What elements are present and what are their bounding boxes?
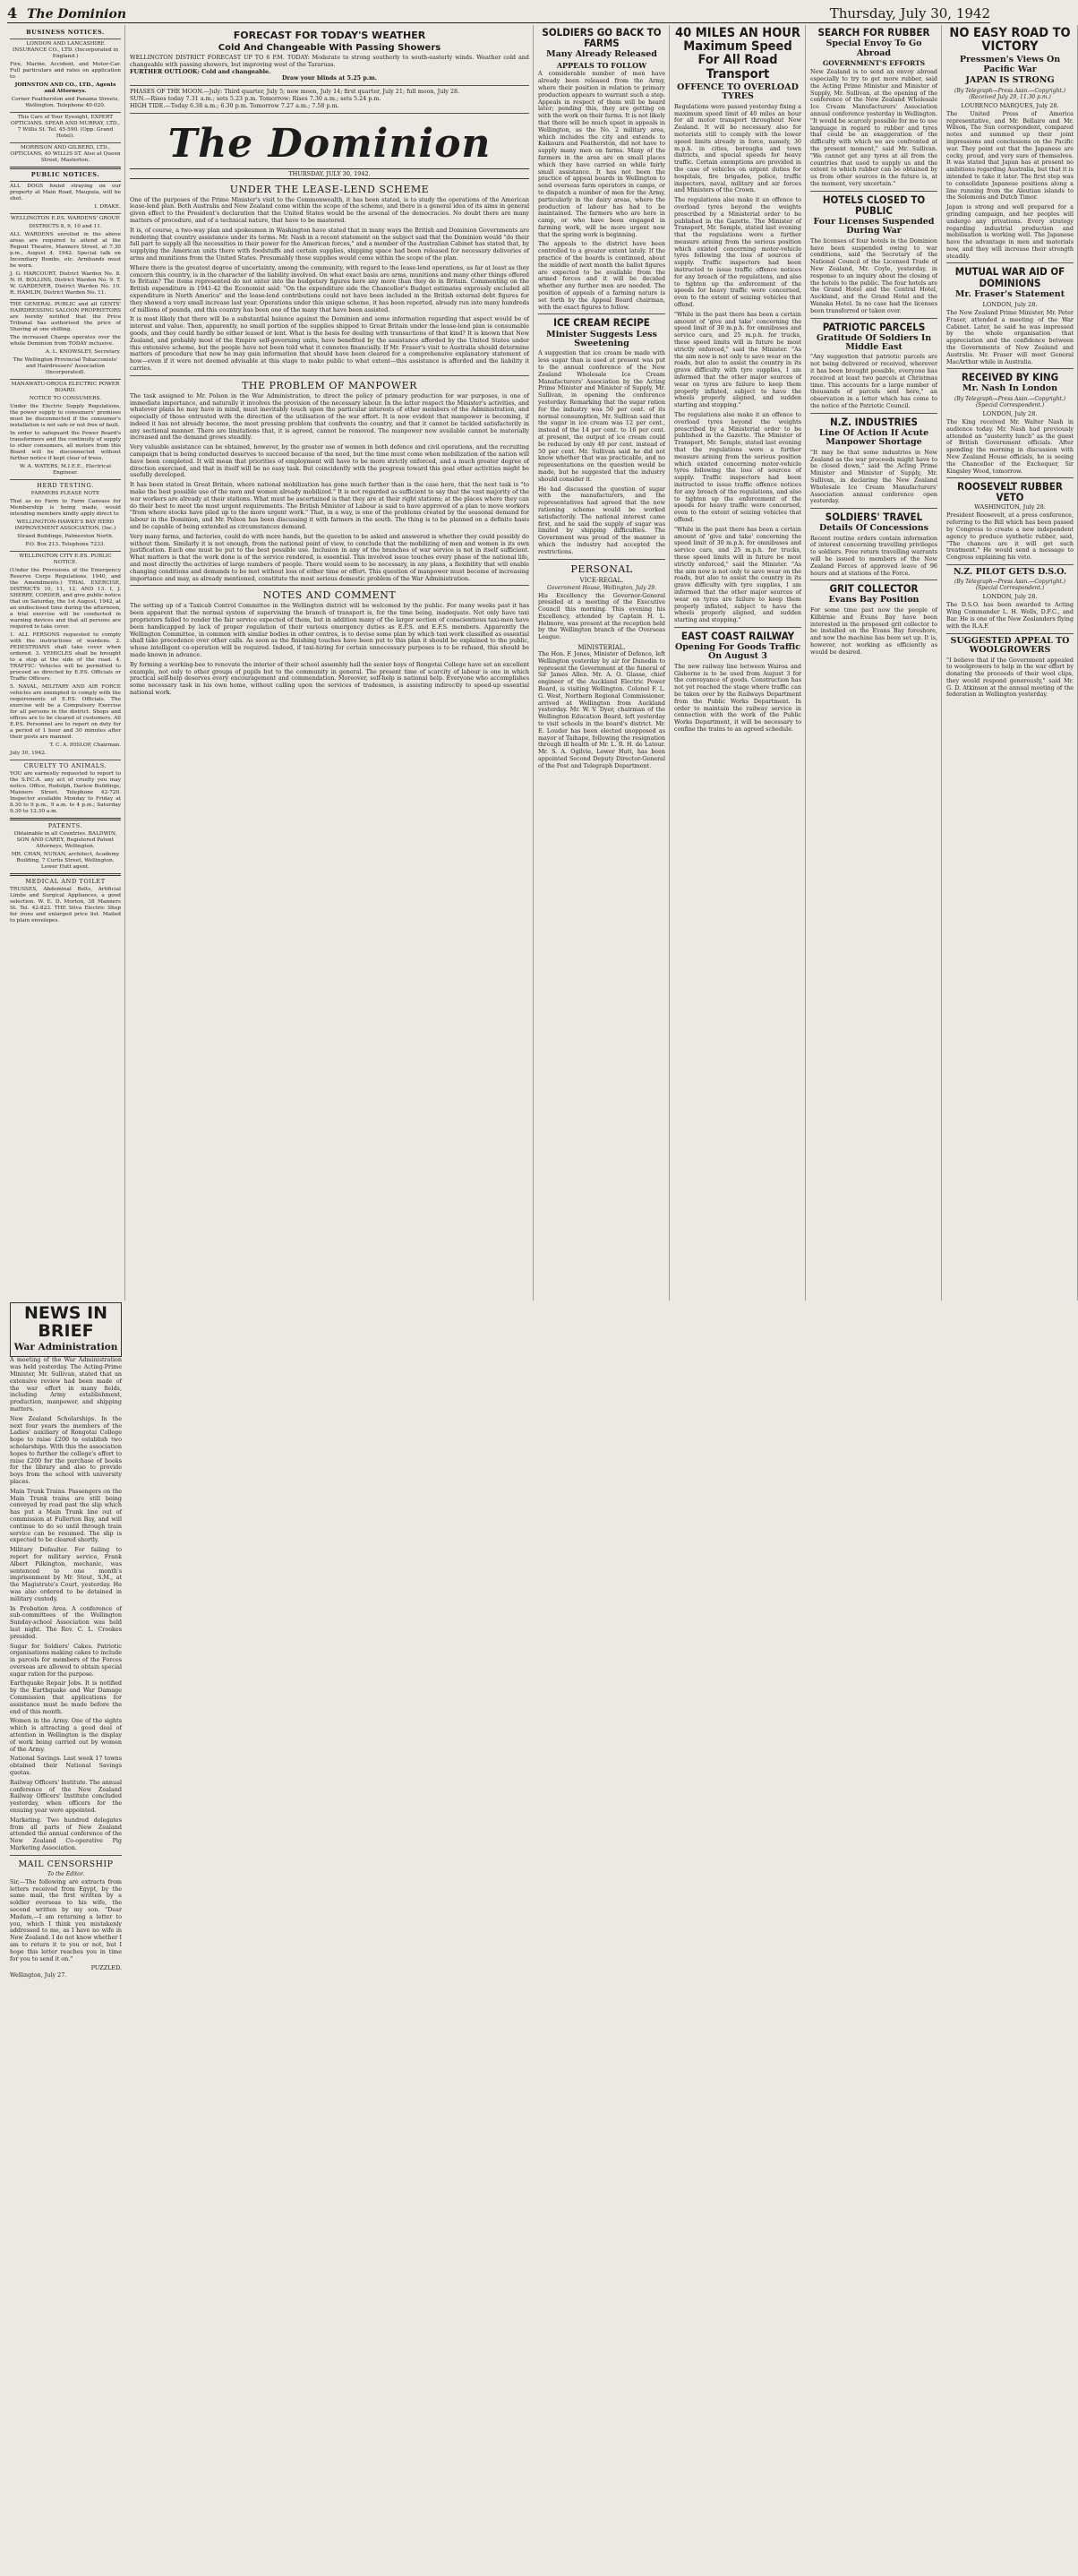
hislop-date: July 30, 1942. — [10, 751, 47, 756]
rubber-title: SEARCH FOR RUBBER — [817, 26, 930, 39]
victory-dateline: LOURENCO MARQUES, July 28. — [961, 101, 1059, 109]
notes-p2: By forming a working-bee to renovate the interior of their school assembly hall the senior boys of Rongotai College have set an excellent example, not only to other groups of pupils but to the community in general. The present time of scarcity of labour is one in which practical self-help deserves every encouragement and commendation. Moreover, self-help is national help. Everyone who accomplishes some necessary task in his own home, without calling upon the services of tradesmen, is assisting indirectly to speed-up essential national work. — [130, 660, 529, 696]
header-paper-name: The Dominion — [27, 7, 127, 21]
city-eps-body: (Under the Provisions of the Emergency Reserve Corps Regulations, 1940, and the Amendments.) TRIAL EXERCISE, DISTRICTS 10, 11, 12, AND 13. I, J. SHERRY, CORDER, and give public notice that on Saturday, the 1st August, 1942, at an undisclosed time during the afternoon, a trial exercise will be conducted in warning devices and that all persons are required to take cover. — [10, 568, 121, 630]
victory-title: NO EASY ROAD TO VICTORY — [949, 26, 1071, 55]
strand-buildings: Strand Buildings, Palmerston North. — [17, 534, 114, 539]
johnston-address: Corner Featherston and Panama Streets, Wellington. Telephone 40-020. — [11, 97, 120, 108]
rubber-body: New Zealand is to send an envoy abroad especially to try to get more rubber, said the Acting Prime Minister and Minister of Supply, Mr. Sullivan, at the opening of the conference of the New Zealand Wholesale Ice Cream Manufacturers' Association annual conference yesterday in Wellington. "It would be scarcely possible for me to use language in regard to rubber and tyres that could be an exaggeration of the difficulty with which we are confronted at the present moment," said Mr. Sullivan. "We cannot get any tyres at all from the countries that used to supply us and the extent to which rubber can be obtained by us from other sources in the future is, at the moment, very uncertain." — [810, 68, 937, 187]
weather-blinds: Draw your blinds at 5.25 p.m. — [281, 74, 378, 82]
rubber-sub2: GOVERNMENT'S EFFORTS — [822, 58, 926, 67]
column-victory — [944, 25, 1078, 1301]
business-notices-heading: BUSINESS NOTICES. — [26, 29, 105, 36]
manawatu-board-heading: MANAWATU-OROUA ELECTRIC POWER BOARD. — [11, 382, 120, 393]
woolgrowers-body: "I believe that if the Government appealed to woolgrowers to help in the war effort by donating the proceeds of their wool clips, they would respond generously," said Mr. G. D. Atkinson at the annual meeting of the federation in Wellington yesterday. — [946, 656, 1074, 699]
travel-body: Recent routine orders contain information of interest concerning travelling privileges to soldiers. Free return travelling warrants will be issued to members of the New Zealand Forces of approved leave of 96 hours and at stations of the Force. — [810, 534, 937, 577]
hotels-subtitle: Four Licenses Suspended During War — [813, 216, 935, 236]
morrison-notice: MORRISON AND GILBERD, LTD., OPTICIANS, 40 WILLIS ST. Also at Queen Street, Masterton. — [10, 145, 121, 163]
public-notices-heading: PUBLIC NOTICES. — [30, 171, 100, 178]
johnston-notice: JOHNSTON AND CO., LTD., Agents and Attorneys. — [14, 82, 116, 94]
mutual-aid-dateline: LONDON, July 28. — [982, 301, 1038, 309]
brief-probation: In Probation Area. A conference of sub-committees of the Wellington Sunday-school Association was held last night. The Rev. C. L. Crookes presided. — [10, 1604, 122, 1640]
hotels-body: The licenses of four hotels in the Dominion have been suspended owing to war conditions, said the Secretary of the National Council of the Licensed Trade of New Zealand, Mr. Coyle, yesterday, in response to an inquiry about the closing of the hotels to the public. The four hotels are the Grand Hotel and the Central Hotel, Auckland, and the Grand Hotel and the Wanaka Hotel. In no case had the licenses been transferred or taken over. — [810, 236, 937, 314]
news-brief-box — [10, 1302, 122, 1357]
po-box: P.O. Box 213. Telephone 7233. — [25, 542, 106, 547]
mutual-aid-title: MUTUAL WAR AID OF DOMINIONS — [954, 265, 1065, 289]
notes-title: NOTES AND COMMENT — [262, 589, 397, 602]
hairdressing-notice-2: The increased Charge operates over the whole Dominion from TODAY inclusive. — [10, 335, 121, 347]
icecream-body: A suggestion that ice cream be made with less sugar than is used at present was put to the annual conference of the New Zealand Wholesale Ice Cream Manufacturers' Association by the Acting Prime Minister and Minister of Supply, Mr. Sullivan, in opening the conference yesterday. Remarking that the sugar ration for the industry was 50 per cent. of its normal consumption, Mr. Sullivan said that the sugar in ice cream was 12 per cent., instead of the 14 per cent. to 16 per cent. at present, the output of ice cream could be reduced by only 40 per cent. instead of 50 per cent. Mr. Sullivan said he did not know whether that was practicable, and no representations on the question would be made, but he suggested that the industry should consider it. — [538, 349, 665, 483]
lend-lease-p4: It is most likely that there will be a substantial balance against the Dominion and some information regarding that aspect would be of interest and value. Then, apparently, no small portion of the supplies shipped to Great Britain under the lease-lend plan is consumable goods, and they could hardly be either leased or lent. What is the basis for dealing with transactions of that kind? It is known that New Zealand, and probably most of the Empire self-governing units, have benefited by the assistance afforded by the United States under this extensive scheme, but the people have not been told what it connotes financially. If Mr. Fraser's visit to Australia should determine matters of procedure that now he may gain information that should have been cleared for a comprehensive explanatory statement of how—even if it were not deemed advisable at this stage to make public to what extent—this assistance is afforded and the liability it carries. — [130, 315, 529, 372]
censorship-body: Sir,—The following are extracts from letters received from Egypt, by the same mail, the first written by a soldier overseas to his wife, the second written by my son. "Dear Madam,—I am returning a letter to you, which I think you mistakenly addressed to me, as I have no wife in New Zealand. I do not know whether I am to return it to you or not, but I hope this letter reaches you in time for you to send it on." — [10, 1877, 122, 1962]
header-date: Thursday, July 30, 1942 — [829, 4, 990, 21]
icecream-subtitle: Minister Suggests Less Sweetening — [546, 329, 657, 348]
knowsley-signature: A. L. KNOWSLEY, Secretary. — [45, 349, 121, 355]
censorship-signature: PUZZLED. — [90, 1964, 122, 1972]
eps-wardens-heading: WELLINGTON E.P.S. WARDENS' GROUP. — [10, 216, 121, 221]
farms-subtitle: Many Already Released — [546, 49, 657, 60]
veto-dateline: WASHINGTON, July 28. — [974, 503, 1046, 511]
patents-body: Obtainable in all Countries. BALDWIN, SON AND CAREY, Registered Patent Attorneys, Wellington. — [13, 831, 117, 849]
city-eps-body-2: 1. ALL PERSONS requested to comply with the instructions of wardens. 2. PEDESTRIANS shall take cover when ordered. 3. VEHICLES shall be brought to a stop at the side of the road. 4. TRAFFIC: Vehicles will be permitted to proceed as directed by E.P.S. Officials or Traffic Officers. — [10, 632, 121, 682]
weather-tide: HIGH TIDE.—Today 6.38 a.m.; 6.30 p.m. Tomorrow 7.27 a.m.; 7.58 p.m. — [130, 101, 339, 109]
eps-wardens-body: ALL WARDENS enrolled in the above areas are required to attend at the Regent Theatre, Manners Street, at 7.30 p.m., August 4, 1942. Special talk on Incendiary Bombs, etc. Armbands must be worn. — [10, 232, 121, 269]
government-house-dateline: Government House, Wellington, July 29. — [546, 584, 657, 591]
chan-notice: MR. CHAN, NUNAN, architect, Academy Building, 7 Curtis Street, Wellington. Lower Hutt agent. — [11, 852, 120, 870]
page-header-bar — [7, 4, 990, 23]
mutual-aid-subtitle: Mr. Fraser's Statement — [954, 288, 1065, 299]
victory-sub2: JAPAN IS STRONG — [965, 75, 1055, 86]
parcels-subtitle: Gratitude Of Soldiers In Middle East — [816, 332, 932, 352]
grit-title: GRIT COLLECTOR — [829, 582, 919, 596]
veto-title: ROOSEVELT RUBBER VETO — [957, 480, 1063, 504]
speed-body-3: "While in the past there has been a certain amount of 'give and take' concerning the speed limit of 30 m.p.h. for omnibuses and service cars, and 25 m.p.h. for trucks, these speed limits will in future be most strictly enforced," said the Minister. "As the aim now is not only to save wear on the roads, but also to assist the country in its grave difficulty with tyre supplies, I am informed that the other major sources of wear on tyres are failure to keep them properly inflated, subject to have the wheels properly aligned, and sudden starting and stopping." — [674, 310, 801, 409]
manpower-title: THE PROBLEM OF MANPOWER — [242, 379, 417, 391]
grit-subtitle: Evans Bay Position — [828, 595, 920, 605]
lend-lease-title: UNDER THE LEASE-LEND SCHEME — [229, 183, 430, 195]
victory-body: The United Press of America representative, and Mr. Bellaire and Mr. Wilson, The Sun correspondent, compared notes and summed up their joint impressions and conclusions on the Pacific war. They point out that the Japanese are cocky, proud, and very sure of themselves. It was stated that Japan has at present no ambitions regarding Australia, but that it is intended to take it later. The first step was to consolidate Japanese positions along a line running from the Aleutian islands to the Solomons and Dutch Timor. — [946, 109, 1074, 202]
grit-body: For some time past now the people of Kilbirnie and Evans Bay have been interested in the proposed grit collector to be installed on the Evans Bay foreshore, and now the machine has been set up. It is, however, not working as efficiently as would be desired. — [810, 605, 937, 656]
london-lancs-body: Fire, Marine, Accident, and Motor-Car. Full particulars and rates on application to — [10, 62, 121, 80]
eps-districts: DISTRICTS 8, 9, 10 and 11. — [29, 224, 102, 229]
ministerial-body: The Hon. F. Jones, Minister of Defence, left Wellington yesterday by air for Dunedin to represent the Government at the funeral of Sir James Allen. Mr. A. O. Glasse, chief engineer of the Auckland Electric Power Board, is visiting Wellington. Colonel F. L. G. West, Northern Regional Commissioner, arrived at Wellington from Auckland yesterday. Mr. W. V. Dyer, chairman of the Wellington Education Board, left yesterday to visit schools in the board's district. Mr. E. Louder has been elected unopposed as mayor of Taihape, following the resignation through ill health of Mr. L. R. H. de Latour. Mr. S. A. Ogilvie, Lower Hutt, has been appointed Second Deputy Director-General of the Post and Telegraph Department. — [538, 650, 665, 769]
eastcoast-body: The new railway line between Wairoa and Gisborne is to be used from August 3 for the conveyance of goods. Construction has not yet reached the stage where traffic can be taken over by the Railways Department from the Public Works Department. In order to maintain the railway service in connection with the work of the Public Works Department, it will be necessary to confine the trains to an agreed schedule. — [674, 662, 801, 734]
column-speed — [672, 25, 806, 1301]
king-title: RECEIVED BY KING — [961, 371, 1059, 384]
king-byline: (By Telegraph—Press Assn.—Copyright.) (Special Correspondent.) — [954, 395, 1065, 408]
victory-byline: (By Telegraph—Press Assn.—Copyright.) (Received July 29, 11.30 p.m.) — [954, 87, 1065, 100]
rubber-subtitle: Special Envoy To Go Abroad — [826, 39, 922, 58]
speed-body-3-cont-2: "While in the past there has been a certain amount of 'give and take' concerning the speed limit of 30 m.p.h. for omnibuses and service cars, and 25 m.p.h. for trucks, these speed limits will in future be most strictly enforced," said the Minister. "As the aim now is not only to save wear on the roads, but also to assist the country in its grave difficulty with tyre supplies, I am informed that the other major sources of wear on tyres are failure to keep them properly inflated, subject to have the wheels properly aligned, and sudden starting and stopping." — [674, 525, 801, 624]
farmers-body: That as no Farm to Farm Canvass for Membership is being made, would intending members kindly apply direct to — [10, 499, 121, 517]
brief-railway: Railway Officers' Institute. The annual conference of the New Zealand Railway Officers' Institute concluded yesterday, when officers for the ensuing year were appointed. — [10, 1778, 122, 1815]
brief-savings: National Savings. Last week 17 towns obtained their National Savings quotas. — [10, 1755, 122, 1777]
news-brief-title: NEWS IN BRIEF — [23, 1303, 108, 1341]
column-news-brief — [7, 1301, 125, 2576]
brief-trains: Main Trunk Trains. Passengers on the Main Trunk trains are still being conveyed by road past the slip which has put a Main Trunk line out of commission at Fullerton Bay, and will continue to do so until through train service can be resumed. The slip is expected to be cleared shortly. — [10, 1487, 122, 1544]
column-farms — [535, 25, 670, 1301]
parcels-body: "Any suggestion that patriotic parcels are not being delivered or received, wherever it has been brought possible, everyone has received at least two parcels at Christmas time. This accounts for a large number of thousands of parcels sent here," an observation in a letter which has come to the notice of the Patriotic Council. — [810, 353, 937, 410]
farms-title: SOLDIERS GO BACK TO FARMS — [542, 26, 662, 50]
vice-regal-heading: VICE-REGAL. — [579, 576, 624, 584]
notice-consumers-body: Under the Electric Supply Regulations, the power supply to consumers' premises must be disconnected if the consumer's installation is not safe or not free of fault. — [10, 404, 121, 428]
weather-subtitle: Cold And Changeable With Passing Showers — [218, 43, 441, 53]
weather-sun: SUN.—Rises today 7.31 a.m.; sets 5.23 p.m. Tomorrow: Rises 7.30 a.m.; sets 5.24 p.m. — [130, 94, 381, 102]
notice-consumers-heading: NOTICE TO CONSUMERS. — [29, 396, 102, 401]
patents-heading: PATENTS. — [47, 822, 83, 829]
brief-sugar: Sugar for Soldiers' Cakes. Patriotic organisations making cakes to include in parcels for members of the Forces overseas are allowed to obtain special sugar ration for the purpose. — [10, 1642, 122, 1678]
page-number: 4 — [7, 4, 18, 21]
farms-sub2: APPEALS TO FOLLOW — [556, 60, 647, 70]
brief-military: Military Defaulter. For failing to report for military service, Frank Albert Pilkington, mechanic, was sentenced to one month's imprisonment by Mr. Stout, S.M., at the Magistrate's Court, yesterday. He was also ordered to be detained in military custody. — [10, 1546, 122, 1602]
medical-body: TRUSSES, Abdominal Belts, Artificial Limbs and Surgical Appliances, a good selection. W. E. D. Morton, 38 Manners St. Tel. 42-823. THE Silva Electric Shop for irons and enlarged price list. Mailed to plain envelopes. — [10, 887, 121, 923]
ministerial-heading: MINISTERIAL. — [578, 644, 626, 652]
dogs-notice: ALL DOGS found straying on our property at Main Road, Maupuia, will be shot. — [10, 184, 121, 202]
industries-subtitle: Line Of Action If Acute Manpower Shortage — [818, 427, 929, 448]
woolgrowers-title: SUGGESTED APPEAL TO WOOLGROWERS — [950, 635, 1070, 656]
column-editorial — [127, 25, 534, 1301]
herd-association: WELLINGTON-HAWKE'S BAY HERD IMPROVEMENT ASSOCIATION, (Inc.) — [14, 519, 116, 531]
king-subtitle: Mr. Nash In London — [962, 383, 1058, 394]
column-rubber — [808, 25, 942, 1301]
column-notices — [7, 25, 125, 1301]
personal-body: His Excellency the Governor-General presided at a meeting of the Executive Council this morning. This evening his Excellency, attended by Captain H. L. Helmore, was present at the reception held by the Wellington branch of the Overseas League. — [538, 591, 665, 641]
dso-body: The D.S.O. has been awarded to Acting Wing Commander L. H. Wells, D.F.C., and Bar. He is one of the New Zealanders flying with the R.A.F. — [946, 601, 1074, 630]
lend-lease-p2: It is, of course, a two-way plan and spokesmen in Washington have stated that in many ways the British and Dominion Governments are rendering that country assistance under its terms. Mr. Nash in a recent statement on the subject said that the Dominion would "do their full part to supply all the necessities in their power for the American forces," and a member of the Australian Cabinet has stated that, by supplying the American units there with foodstuffs and certain supplies, shipping space had been released for necessary deliveries of arms and munitions from the United States. Presumably those supplies would come within the scope of the plan. — [130, 226, 529, 262]
brief-marketing: Marketing. Two hundred delegates from all parts of New Zealand attended the annual conference of the New Zealand Co-operative Pig Marketing Association. — [10, 1816, 122, 1852]
parcels-title: PATRIOTIC PARCELS — [822, 320, 926, 333]
manpower-p2: Very valuable assistance can be obtained, however, by the greater use of women in both defence and civil operations, and the recruiting campaign that is being conducted deserves to succeed because of the need, but the time must come when mobilization of the nation will have been completed. It will mean that priorities of employment will have to be more strictly enforced, and a much greater degree of direction exercised, and that in itself will be no easy task. But coincidently with the progress toward this goal other activities might be usefully developed. — [130, 443, 529, 479]
spear-murray-notice: This Cars of Your Eyesight, EXPERT OPTICIANS. SPEAR AND MURRAY, LTD., 7 Willis St. Tel. 45-590. (Opp. Grand Hotel). — [10, 115, 121, 139]
medical-heading: MEDICAL AND TOILET — [25, 878, 106, 885]
manpower-p3: It has been stated in Great Britain, where national mobilization has gone much farther than is the case here, that the next task is "to make the best possible use of the men and women already mobilized." It is not regarded as sufficient to say that the vast majority of the war workers are already at their stations. What must be ascertained is that they are at their right stations; at the places where they can do their best to meet the most urgent requirements. The British Minister of Labour is said to have approved of a plan to move workers "from where stocks have piled up to the more urgent work." That, in a way, is one of the problems created by the seasonal demand for labour in the Dominion, and Mr. Polson has been discussing it with farmers in the south. The thing is to be planned on a definite basis and be capable of being extended as circumstances demand. — [130, 481, 529, 531]
speed-body: Regulations were passed yesterday fixing a maximum speed limit of 40 miles an hour for all motor transport throughout New Zealand. It will be necessary also for motorists still to comply with the lower speed limits already in force, namely, 30 m.p.h. in cities, boroughs and town districts, and special speeds for heavy traffic. Certain exemptions are provided in the case of vehicles on urgent duties for hospitals, fire brigades, police, traffic inspectors, naval, military and air forces and Ministers of the Crown. — [674, 102, 801, 194]
personal-title: PERSONAL — [570, 562, 633, 575]
censorship-date: Wellington, July 27. — [10, 1971, 67, 1979]
industries-title: N.Z. INDUSTRIES — [830, 415, 918, 428]
victory-subtitle: Pressmen's Views On Pacific War — [959, 55, 1061, 74]
eps-warden-names: J. G. HARCOURT, District Warden No. 8. N. H. BOLLINS, District Warden No. 9. T. W. GARDENER, District Warden No. 10. R. HAMLIN, District Warden No. 11. — [10, 271, 121, 296]
censorship-intro: To the Editor. — [47, 1870, 85, 1877]
newspaper-logo: The Dominion — [167, 120, 492, 167]
tobacco-association: The Wellington Provincial Tobacconists' and Hairdressers' Association (Incorporated). — [13, 357, 118, 375]
cruelty-body: YOU are earnestly requested to report to the S.P.C.A. any act of cruelty you may notice. Office, Rudolph, Darlow Buildings, Manners Street. Telephone 42-720. Inspector available Monday to Friday at 8.30 to 9 p.m., 9 a.m. to 4 p.m.; Saturday 9.30 to 12.30 a.m. — [10, 771, 121, 814]
herd-testing-heading: HERD TESTING. — [37, 482, 94, 489]
mutual-aid-body: The New Zealand Prime Minister, Mr. Peter Fraser, attended a meeting of the War Cabinet. Later, he said he was impressed by the whole organisation that appreciation and the confidence between the Governments of New Zealand and Australia. Mr. Fraser will meet General MacArthur while in Australia. — [946, 309, 1074, 365]
brief-earthquake: Earthquake Repair Jobs. It is notified by the Earthquake and War Damage Commission that applications for assistance must be made before the end of this month. — [10, 1679, 122, 1715]
eastcoast-subtitle: Opening For Goods Traffic On August 3 — [674, 641, 801, 662]
travel-subtitle: Details Of Concessions — [819, 523, 928, 534]
dso-title: N.Z. PILOT GETS D.S.O. — [953, 567, 1067, 577]
dogs-signature: I. DRAKE. — [94, 204, 121, 210]
speed-body-3-cont: The regulations also make it an offence to overload tyres beyond the weights prescribed by a Ministerial order to be published in the Gazette. The Minister of Transport, Mr. Semple, stated last evening that the regulations were a further measure arising from the serious position which existed concerning motor-vehicle tyres following the loss of sources of supply. Traffic inspectors had been instructed to issue traffic offence notices for any breach of the regulations, and also to tighten up the enforcement of the speeds for heavy traffic were concerned, even to the extent of seizing vehicles that offend. — [674, 411, 801, 523]
victory-body-2: Japan is strong and well prepared for a grinding campaign, and her peoples will undergo any privations. Every strategy regarding industrial production and mobilisation is working well. The Japanese have the advantage in men and materials now, and they will increase their strength steadily. — [946, 203, 1074, 260]
weather-title: FORECAST FOR TODAY'S WEATHER — [233, 30, 426, 41]
city-eps-heading: WELLINGTON CITY E.P.S. PUBLIC NOTICE. — [19, 554, 112, 565]
weather-moon: PHASES OF THE MOON.—July: Third quarter, July 5; new moon, July 14; first quarter, July 21; full moon, July 28. — [130, 88, 460, 96]
city-eps-body-3: 5. NAVAL, MILITARY AND AIR FORCE vehicles are exempted to comply with the requirements of E.P.S. Officials. The exercise will be a Compulsory Exercise for all persons in the district. Shops and offices are to be cleared of customers. All E.P.S. Personnel are to report on duty for a period of 1 hour and 30 minutes after their posts are manned. — [10, 684, 121, 740]
notice-consumers-body-2: In order to safeguard the Power Board's transformers and the continuity of supply to other consumers, all motors from this Board will be disconnected without further notice if kept clear of trees. — [10, 431, 121, 461]
farms-body: A considerable number of men have already been released from the Army, where their position in relation to primary production appears to warrant such a step. Appeals in respect of them will be heard later; pending this, they are getting on with the work on their farms. It is not likely that there will be much upset in appeals in Wellington, as the No. 2 military area, which includes the city and extends to Kaikoura and Featherston, did not have to supply many men on farms. Many of the farmers in the area are on small places which they have carried on while fairly small assistance. It has not been the practice of appeal boards in Wellington to send overseas farm operators in camps, or to dispatch a number of men for the Army, particularly in the dairy areas, where the production of labour has had to be maintained. The farmers who are here in camp, or who have been engaged in farming work, will be more urgent now that the spring work is beginning. — [538, 70, 665, 238]
farms-body-2: The appeals to the district have been controlled to a greater extent lately. If the practice of the boards is continued, about the middle of next month the ballot figures are expected to be available from the armed forces and it will be decided whether any further men are needed. The position of appeals of a farming nature is set forth by the Appeal Board chairman, with the exact figures to follow. — [538, 240, 665, 311]
speed-title: 40 MILES AN HOUR Maximum Speed For All Road Transport — [675, 26, 800, 82]
news-brief-subtitle: War Administration — [13, 1341, 118, 1352]
hotels-title: HOTELS CLOSED TO PUBLIC — [822, 193, 926, 217]
lend-lease-p1: One of the purposes of the Prime Minister's visit to the Commonwealth, it has been stated, is to study the operations of the American lease-lend plan. Both Australia and New Zealand come within the scope of the scheme, and there is a general idea of its aims in general given effect to the President's declaration that the United States would be the arsenal of the democracies. No doubt there are many matters of procedure, and of a technical nature, that have to be mastered. — [130, 195, 529, 224]
farmers-note: FARMERS PLEASE NOTE — [30, 491, 100, 496]
king-dateline: LONDON, July 28. — [982, 409, 1038, 417]
brief-war-admin: A meeting of the War Administration was held yesterday. The Acting-Prime Minister, Mr. Sullivan, stated that an extensive review had been made of the war effort in many fields, including Army establishment, production, manpower, and shipping matters. — [10, 1356, 122, 1413]
manpower-p1: The task assigned to Mr. Polson in the War Administration, to direct the policy of primary production for war purposes, is one of immediate importance, and naturally it involves the provision of the necessary labour. In the latter respect the Minister's activities, and whatever plans he may have in mind, must inevitably touch upon the particular interests of other members of the Administration, and especially of those entrusted with the direction of the utilisation of the war effort. It is now evident that manpower is becoming, if indeed it has not already become, the most pressing problem that confronts the country, and that it cannot be tackled satisfactorily in any sectional manner. There are limitations that, it is agreed, cannot be removed. The manpower now available cannot be materially increased and the demand grows steadily. — [130, 391, 529, 442]
london-lancs-notice: LONDON AND LANCASHIRE INSURANCE CO., LTD. (Incorporated in England.) — [12, 41, 119, 59]
manpower-p4: Very many farms, and factories, could do with more hands, but the question to be asked and answered is whether they could possibly do without them. Similarly it is not enough, from the national point of view, to conclude that the mobilizing of men and women is its own justification. Each one must be put to the best possible use. Inclusion in any of the branches of war service is not in itself sufficient. What matters is that the work done is of the service rendered, is essential. This involved issue touches every phase of the national life, and most directly the activities of large numbers of people. There would seem to be necessary, in any plans, a flexibility that will enable changing conditions and demands to be met without loss of either time or effort. This question of manpower must become of increasing importance and may, as already mentioned, constitute the most serious domestic problem of the War Administration. — [130, 532, 529, 582]
editorial-dateline: THURSDAY, JULY 30, 1942. — [130, 168, 529, 179]
lend-lease-p3: Where there is the greatest degree of uncertainty, among the community, with regard to the lease-lend operations, as far at least as they concern this country, is in the character of the liability involved. On what exact basis are arms, munitions and many other things offered to Britain? The items represented do not enter into the budgetary figures here any more than they do in Britain. Commenting on the British expenditure in 1941-42 the Economist said: "On the expenditure side the Chancellor's Budget estimates expressly excluded all expenditure in North America" and the lease-lend contributions could not have been included in the British external debt figures for they showed a very small increase last year. Operations under this unique scheme, it has been reported, already run into many hundreds of millions of pounds, and this country has been one of the many that have been assisted. — [130, 263, 529, 313]
hairdressing-notice: THE GENERAL PUBLIC and all GENTS' HAIRDRESSING SALOON PROPRIETORS are hereby notified that the Price Tribunal has authorised the price of Shaving at one shilling. — [10, 302, 122, 332]
icecream-title: ICE CREAM RECIPE — [553, 316, 650, 330]
dso-dateline: LONDON, July 28. — [982, 593, 1038, 601]
speed-subtitle: OFFENCE TO OVERLOAD TYRES — [677, 82, 799, 102]
cruelty-heading: CRUELTY TO ANIMALS. — [23, 762, 107, 769]
weather-district: WELLINGTON DISTRICT FORECAST UP TO 6 P.M. TODAY: Moderate to strong southerly to south-easterly winds. Weather cold and changeable with passing showers, but improving west of the Tararuas. — [130, 54, 529, 68]
king-body: The King received Mr. Walter Nash in audience today. Mr. Nash had previously attended an "austerity lunch" as the guest of British Government officials. After spending the morning in discussion with New Zealand House officials, he is seeing the Chancellor of the Exchequer, Sir Kingsley Wood, tomorrow. — [946, 417, 1074, 475]
dso-byline: (By Telegraph—Press Assn.—Copyright.) (Special Correspondent.) — [954, 579, 1065, 592]
icecream-body-2: He had discussed the question of sugar with the manufacturers, and the representatives had agreed that the new rationing scheme would be worked satisfactorily. The national interest came first, and he said the supply of sugar was limited by shipping difficulties. The Government was proud of the manner in which the industry had accepted the restrictions. — [538, 485, 665, 555]
speed-body-2: The regulations also make it an offence to overload tyres beyond the weights prescribed by a Ministerial order to be published in the Gazette. The Minister of Transport, Mr. Semple, stated last evening that the regulations were a further measure arising from the serious position which existed concerning motor-vehicle tyres following the loss of sources of supply. Traffic inspectors had been instructed to issue traffic offence notices for any breach of the regulations, and also to tighten up the enforcement of the speeds for heavy traffic were concerned, even to the extent of seizing vehicles that offend. — [674, 196, 801, 309]
notes-p1: The setting up of a Taxicab Control Committee in the Wellington district will be welcomed by the public. For many weeks past it has been apparent that the normal system of supervising the branch of transport is, for the time being, inadequate. Not only have taxi proprietors failed to render the fair service expected of them, but in addition many of the larger section of conscientious taxi-men have been handicapped by lack of proper regulation of their various emergency duties as E.P.S. and E.F.S. members. Apparently the Wellington Committee, in common with similar bodies in other centres, is to devise some plan by which taxi work classified as essential shall take precedence over other calls. As soon as the finishing touches have been put to this plan it should be explained to the public, whose intelligent co-operation will be required. Indeed, if taxi-hiring for certain unnecessary purposes is to be refused, this should be made known in advance. — [130, 602, 529, 658]
header-left — [7, 4, 126, 21]
hislop-signature: T. C. A. HISLOP, Chairman. — [49, 743, 121, 748]
eastcoast-title: EAST COAST RAILWAY — [680, 629, 795, 642]
veto-body: President Roosevelt, at a press conference, referring to the Bill which has been passed by Congress to create a new independent agency to produce synthetic rubber, said, "The chances are it will get such treatment." He would send a message to Congress explaining his veto. — [946, 511, 1074, 562]
censorship-title: MAIL CENSORSHIP — [18, 1859, 114, 1869]
brief-army: Women in the Army. One of the sights which is attracting a good deal of attention in Wellington is the display of work being carried out by women of the Army. — [10, 1717, 122, 1753]
travel-title: SOLDIERS' TRAVEL — [825, 511, 923, 524]
industries-body: "It may be that some industries in New Zealand as the war proceeds might have to be closed down," said the Acting Prime Minister and Minister of Supply, Mr. Sullivan, in declaring the New Zealand Wholesale Ice Cream Manufacturers' Association annual conference open yesterday. — [810, 448, 937, 505]
waters-signature: W. A. WATERS, M.I.E.E., Electrical Engineer. — [20, 464, 111, 476]
weather-outlook: FURTHER OUTLOOK: Cold and changeable. — [130, 67, 271, 75]
brief-scholarships: New Zealand Scholarships. In the next four years the members of the Ladies' auxiliary of Rongotai College hope to raise £200 to establish two scholarships. With this the association hopes to further the college's effort to raise £200 for the purchase of books for the library and also to provide boys from the school with university places. — [10, 1414, 122, 1485]
newspaper-page — [7, 25, 1074, 1979]
